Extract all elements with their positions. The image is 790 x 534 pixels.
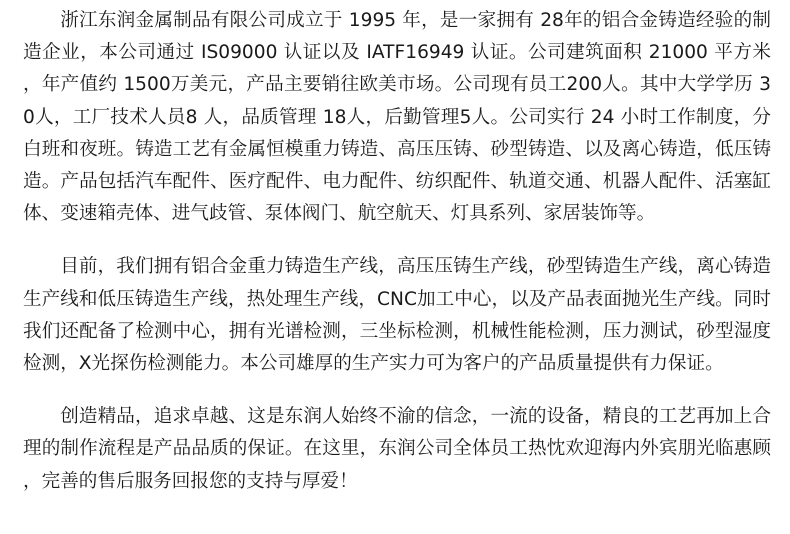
paragraph-company-overview: 浙江东润金属制品有限公司成立于 1995 年，是一家拥有 28年的铝合金铸造经验的制造企业，本公司通过 IS09000 认证以及 IATF16949 认证。公司建筑面积 21000 平方米，年产值约 1500万美元，产品主要销往欧美市场。公司现有员工200人。其中大学学历 30人，工厂技术人员8 人，品质管理 18人，后勤管理5人。公司实行 24 小时工作制度，分白班和夜班。铸造工艺有金属恒模重力铸造、高压压铸、砂型铸造、以及离心铸造，低压铸造。产品包括汽车配件、医疗配件、电力配件、纺织配件、轨道交通、机器人配件、活塞缸体、变速箱壳体、进气歧管、泵体阀门、航空航天、灯具系列、家居装饰等。 — [23, 10, 771, 225]
company-profile-text — [23, 5, 771, 498]
paragraph-production-lines: 目前，我们拥有铝合金重力铸造生产线，高压压铸生产线，砂型铸造生产线，离心铸造生产线和低压铸造生产线，热处理生产线，CNC加工中心，以及产品表面抛光生产线。同时我们还配备了检测中心，拥有光谱检测，三坐标检测，机械性能检测，压力测试，砂型湿度检测，X光探伤检测能力。本公司雄厚的生产实力可为客户的产品质量提供有力保证。 — [23, 256, 771, 375]
paragraph-company-values: 创造精品，追求卓越、这是东润人始终不渝的信念，一流的设备，精良的工艺再加上合理的制作流程是产品品质的保证。在这里，东润公司全体员工热忱欢迎海内外宾朋光临惠顾，完善的售后服务回报您的支持与厚爱！ — [23, 406, 771, 492]
